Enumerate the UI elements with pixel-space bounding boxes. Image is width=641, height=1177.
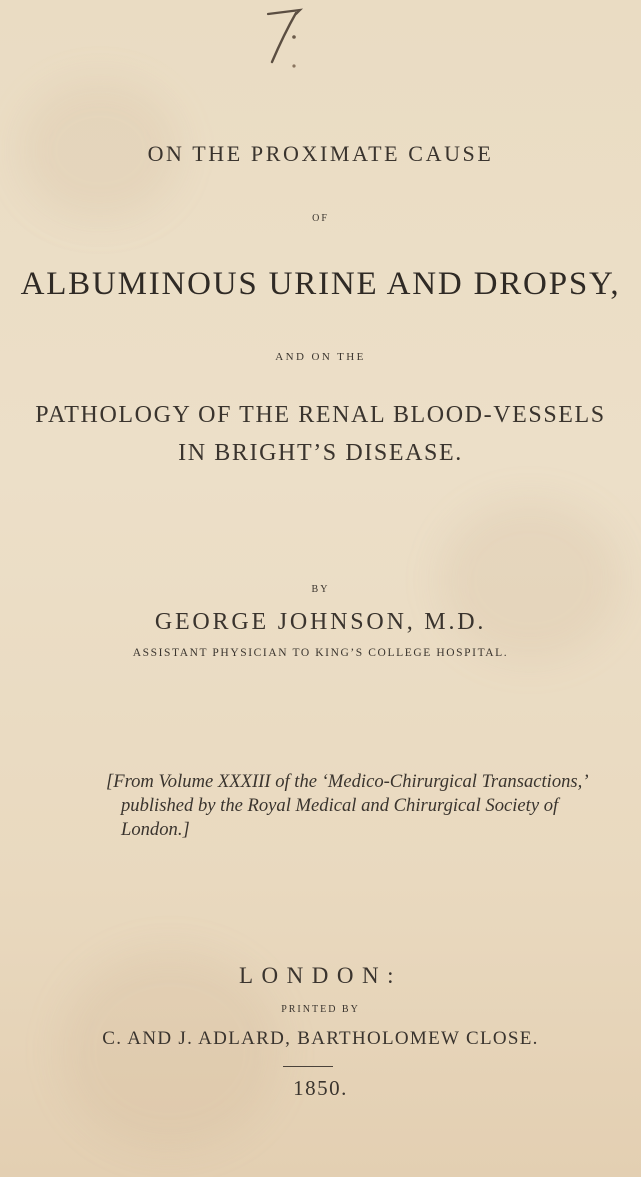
title-connector-and-on-the: AND ON THE	[275, 351, 366, 363]
byline-by: BY	[311, 584, 330, 595]
imprint-year: 1850.	[293, 1076, 348, 1100]
citation-line: published by the Royal Medical and Chirurgical Society of	[121, 795, 559, 816]
source-citation	[106, 770, 589, 842]
title-line-3: PATHOLOGY OF THE RENAL BLOOD-VESSELS	[35, 402, 606, 428]
title-line-1: ON THE PROXIMATE CAUSE	[147, 141, 494, 166]
paper-stain	[440, 500, 620, 660]
handwritten-mark	[254, 4, 314, 74]
author-affiliation: ASSISTANT PHYSICIAN TO KING’S COLLEGE HOSPITAL.	[132, 647, 509, 659]
citation-line: [From Volume XXXIII of the ‘Medico-Chirurgical Transactions,’	[106, 771, 589, 792]
title-connector-of: OF	[312, 213, 329, 224]
title-line-4: IN BRIGHT’S DISEASE.	[178, 440, 463, 466]
imprint-printer: C. AND J. ADLARD, BARTHOLOMEW CLOSE.	[102, 1028, 539, 1049]
title-line-2: ALBUMINOUS URINE AND DROPSY,	[20, 266, 621, 302]
author-name: GEORGE JOHNSON, M.D.	[154, 609, 487, 635]
citation-line: London.]	[121, 819, 190, 840]
imprint-place: LONDON:	[239, 963, 402, 988]
imprint-printed-by: PRINTED BY	[281, 1004, 360, 1015]
imprint-divider	[283, 1066, 333, 1067]
